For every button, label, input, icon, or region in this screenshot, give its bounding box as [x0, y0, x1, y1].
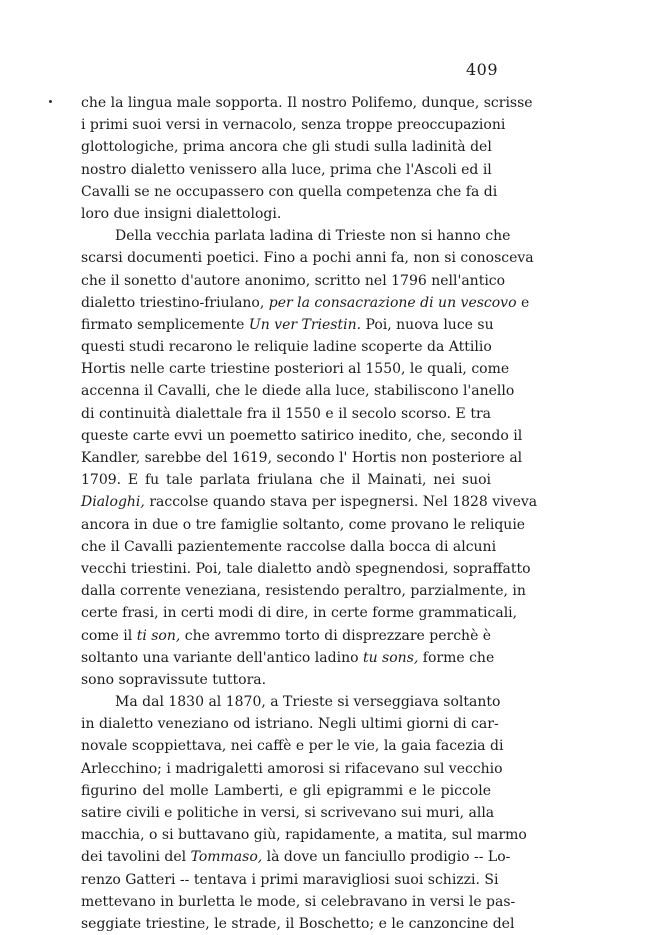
text-segment: e — [516, 294, 530, 311]
text-line — [81, 625, 491, 647]
text-line: Kandler, sarebbe del 1619, secondo l' Hortis non posteriore al — [81, 450, 523, 466]
text-line — [81, 314, 494, 336]
text-line — [81, 846, 511, 868]
text-line: queste carte evvi un poemetto satirico inedito, che, secondo il — [81, 427, 523, 444]
text-line: glottologiche, prima ancora che gli studi sulla ladinità del — [81, 139, 492, 156]
text-line — [81, 491, 538, 513]
text-segment: dialetto triestino-friulano, — [81, 294, 269, 311]
text-line: Ma dal 1830 al 1870, a Trieste si verseggiava soltanto — [115, 694, 501, 711]
text-line: Cavalli se ne occupassero con quella competenza che fa di — [81, 183, 498, 200]
text-line: loro due insigni dialettologi. — [81, 205, 282, 222]
text-segment: là dove un fanciullo prodigio -- Lo- — [262, 849, 511, 866]
italic-phrase: tu sons, — [362, 649, 419, 666]
italic-name: Tommaso, — [190, 849, 263, 866]
text-segment: soltanto una variante dell'antico ladino — [81, 649, 363, 666]
text-line: dalla corrente veneziana, resistendo peraltro, parzialmente, in — [81, 583, 526, 600]
text-line: novale scoppiettava, nei caffè e per le vie, la gaia facezia di — [81, 738, 504, 755]
text-line: vecchi triestini. Poi, tale dialetto andò spegnendosi, sopraffatto — [81, 560, 531, 577]
text-line: scarsi documenti poetici. Fino a pochi anni fa, non si conosceva — [81, 250, 534, 267]
italic-signature: Un ver Triestin. — [248, 316, 362, 333]
text-segment: Poi, nuova luce su — [361, 316, 494, 333]
text-line: che il sonetto d'autore anonimo, scritto nel 1796 nell'antico — [81, 272, 506, 289]
text-line: nostro dialetto venissero alla luce, prima che l'Ascoli ed il — [81, 161, 492, 178]
text-segment: che avremmo torto di disprezzare perchè è — [180, 627, 492, 644]
italic-phrase: ti son, — [136, 627, 181, 644]
text-segment: raccolse quando stava per ispegnersi. Nel 1828 viveva — [144, 494, 538, 511]
text-line — [81, 292, 530, 314]
text-line: sono sopravissute tuttora. — [81, 671, 267, 688]
text-line: Hortis nelle carte triestine posteriori al 1550, le quali, come — [81, 361, 510, 378]
text-line — [81, 647, 495, 669]
text-line: di continuità dialettale fra il 1550 e il secolo scorso. E tra — [81, 405, 491, 422]
text-line: accenna il Cavalli, che le diede alla luce, stabiliscono l'anello — [81, 383, 515, 400]
text-line: questi studi recarono le reliquie ladine scoperte da Attilio — [81, 339, 492, 356]
text-line: i primi suoi versi in vernacolo, senza troppe preoccupazioni — [81, 117, 506, 134]
text-line: seggiate triestine, le strade, il Boschetto; e le canzoncine del — [81, 915, 515, 932]
text-segment: dei tavolini del — [81, 849, 191, 866]
text-line: ancora in due o tre famiglie soltanto, come provano le reliquie — [81, 516, 526, 533]
text-line: satire civili e politiche in versi, si scrivevano sui muri, alla — [81, 805, 495, 821]
italic-title: Dialoghi, — [81, 494, 145, 511]
text-line: macchia, o si buttavano giù, rapidamente, a matita, sul marmo — [81, 827, 527, 844]
text-line: che la lingua male sopporta. Il nostro Polifemo, dunque, scrisse — [81, 95, 533, 111]
text-line: certe frasi, in certi modi di dire, in certe forme grammaticali, — [81, 605, 518, 622]
text-line: mettevano in burletta le mode, si celebravano in versi le pas- — [81, 893, 516, 910]
text-line: figurino del molle Lamberti, e gli epigrammi e le piccole — [81, 782, 491, 799]
body-text — [81, 92, 538, 935]
text-segment: firmato semplicemente — [81, 316, 249, 333]
text-segment: forme che — [418, 649, 495, 666]
marginal-dot — [49, 100, 52, 103]
text-line: che il Cavalli pazientemente raccolse dalla bocca di alcuni — [81, 538, 497, 555]
text-line: Arlecchino; i madrigaletti amorosi si rifacevano sul vecchio — [81, 760, 503, 777]
text-line: in dialetto veneziano od istriano. Negli ultimi giorni di car- — [81, 716, 499, 733]
text-line: 1709. E fu tale parlata friulana che il Mainati, nei suoi — [81, 472, 491, 489]
italic-title: per la consacrazione di un vescovo — [268, 294, 517, 311]
page-number: 409 — [466, 60, 499, 79]
text-line: Della vecchia parlata ladina di Trieste non si hanno che — [115, 228, 511, 245]
text-segment: come il — [81, 627, 137, 644]
text-line: renzo Gatteri -- tentava i primi maravigliosi suoi schizzi. Si — [81, 871, 499, 888]
